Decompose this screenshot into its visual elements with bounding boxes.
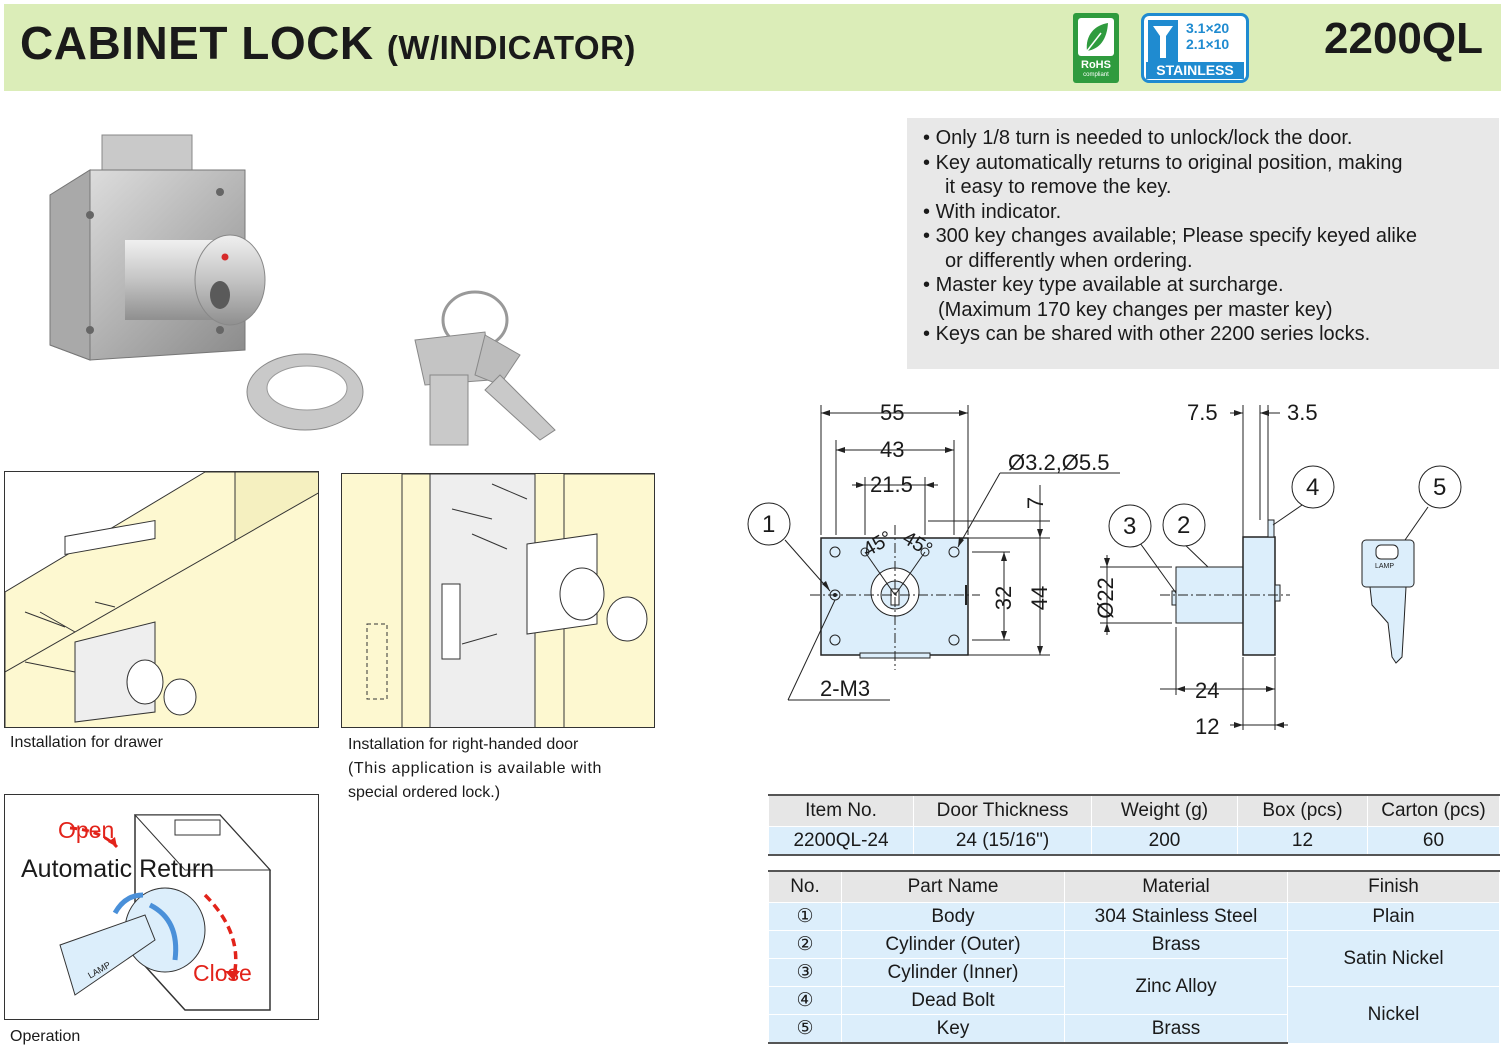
part-finish: Satin Nickel [1288, 931, 1500, 987]
part-name: Cylinder (Outer) [842, 931, 1065, 959]
feature-item: • Master key type available at surcharge. [923, 273, 1499, 298]
page-title [20, 16, 636, 70]
dim-21-5: 21.5 [870, 472, 913, 497]
spec-cell: 200 [1092, 827, 1238, 856]
parts-header-cell: Part Name [842, 871, 1065, 903]
dim-24: 24 [1195, 678, 1220, 703]
title-subtitle: (W/INDICATOR) [386, 29, 636, 66]
screw-spec-1: 3.1×20 [1186, 20, 1230, 36]
part-name: Body [842, 903, 1065, 931]
key-logo: LAMP [1375, 563, 1395, 570]
callout-5: 5 [1433, 474, 1447, 501]
callout-2: 2 [1177, 512, 1191, 539]
caption-operation: Operation [10, 1028, 81, 1045]
caption-door-2: (This application is available with [348, 760, 602, 777]
feature-item: • Key automatically returns to original position, making [923, 151, 1499, 176]
dim-3-5: 3.5 [1287, 400, 1318, 425]
part-material: Brass [1065, 1015, 1288, 1044]
title-main: CABINET LOCK [20, 17, 374, 69]
door-install-figure [341, 473, 655, 728]
parts-header-cell: Material [1065, 871, 1288, 903]
lock-keys [415, 292, 555, 445]
table-row [769, 903, 1500, 931]
caption-door-3: special ordered lock.) [348, 784, 501, 801]
dim-7-5: 7.5 [1187, 400, 1218, 425]
dim-hole: Ø3.2,Ø5.5 [1008, 450, 1110, 475]
feature-item-cont: it easy to remove the key. [945, 176, 1172, 198]
spec-header-cell: Weight (g) [1092, 795, 1238, 827]
dim-43: 43 [880, 437, 905, 462]
rohs-badge [1073, 13, 1119, 83]
dim-7: 7 [1023, 496, 1049, 510]
dim-44: 44 [1027, 585, 1053, 611]
part-no: ③ [769, 959, 842, 987]
part-material: Brass [1065, 931, 1288, 959]
part-name: Cylinder (Inner) [842, 959, 1065, 987]
spec-header-cell: Box (pcs) [1238, 795, 1368, 827]
part-no: ② [769, 931, 842, 959]
caption-drawer: Installation for drawer [10, 734, 163, 751]
part-finish: Nickel [1288, 987, 1500, 1044]
spec-cell: 60 [1368, 827, 1500, 856]
product-photo [30, 120, 590, 460]
drawer-install-figure [4, 471, 319, 728]
feature-item: • Keys can be shared with other 2200 series locks. [923, 322, 1499, 347]
part-no: ④ [769, 987, 842, 1015]
callout-3: 3 [1123, 513, 1137, 540]
angle-45-right: 45° [898, 526, 936, 562]
lock-ring [247, 354, 363, 430]
caption-door-1: Installation for right-handed door [348, 736, 579, 753]
operation-figure [4, 794, 319, 1020]
part-name: Key [842, 1015, 1065, 1044]
spec-cell: 12 [1238, 827, 1368, 856]
stainless-label: STAINLESS [1146, 62, 1244, 79]
angle-45-left: 45° [859, 526, 897, 562]
label-2-m3: 2-M3 [820, 676, 871, 701]
model-number: 2200QL [1324, 14, 1483, 63]
dim-55: 55 [880, 400, 905, 425]
part-name: Dead Bolt [842, 987, 1065, 1015]
dim-12: 12 [1195, 714, 1220, 739]
callout-4: 4 [1306, 474, 1320, 501]
parts-header-cell: Finish [1288, 871, 1500, 903]
spec-header-cell: Item No. [769, 795, 914, 827]
feature-item: • Only 1/8 turn is needed to unlock/lock the door. [923, 126, 1499, 151]
feature-list [907, 118, 1499, 369]
parts-table [768, 870, 1500, 1044]
part-no: ① [769, 903, 842, 931]
table-row [769, 931, 1500, 959]
rohs-label: RoHS [1081, 59, 1111, 71]
feature-item: • With indicator. [923, 200, 1499, 225]
feature-item-cont: or differently when ordering. [945, 249, 1193, 272]
part-finish: Plain [1288, 903, 1500, 931]
parts-header-row [769, 871, 1500, 903]
spec-table [768, 794, 1500, 856]
callout-1: 1 [762, 511, 776, 538]
op-auto-label: Automatic Return [21, 855, 215, 883]
parts-header-cell: No. [769, 871, 842, 903]
dim-32: 32 [991, 585, 1017, 611]
spec-header-cell: Carton (pcs) [1368, 795, 1500, 827]
op-open-label: Open [58, 817, 115, 843]
feature-item: • 300 key changes available; Please specify keyed alike [923, 224, 1499, 249]
spec-cell: 24 (15/16") [914, 827, 1092, 856]
stainless-badge [1141, 13, 1249, 83]
lock-cylinder [125, 235, 265, 325]
op-key-logo: LAMP [86, 959, 113, 981]
screw-icon [1148, 20, 1178, 62]
spec-header-cell: Door Thickness [914, 795, 1092, 827]
op-close-label: Close [193, 960, 252, 986]
part-material: 304 Stainless Steel [1065, 903, 1288, 931]
rohs-sub: compliant [1083, 72, 1109, 78]
feature-item-cont: (Maximum 170 key changes per master key) [938, 298, 1333, 321]
table-row [769, 827, 1500, 856]
dim-d22: Ø22 [1092, 577, 1118, 619]
spec-header-row [769, 795, 1500, 827]
spec-cell: 2200QL-24 [769, 827, 914, 856]
screw-spec-2: 2.1×10 [1186, 36, 1230, 52]
part-no: ⑤ [769, 1015, 842, 1044]
part-material: Zinc Alloy [1065, 959, 1288, 1015]
